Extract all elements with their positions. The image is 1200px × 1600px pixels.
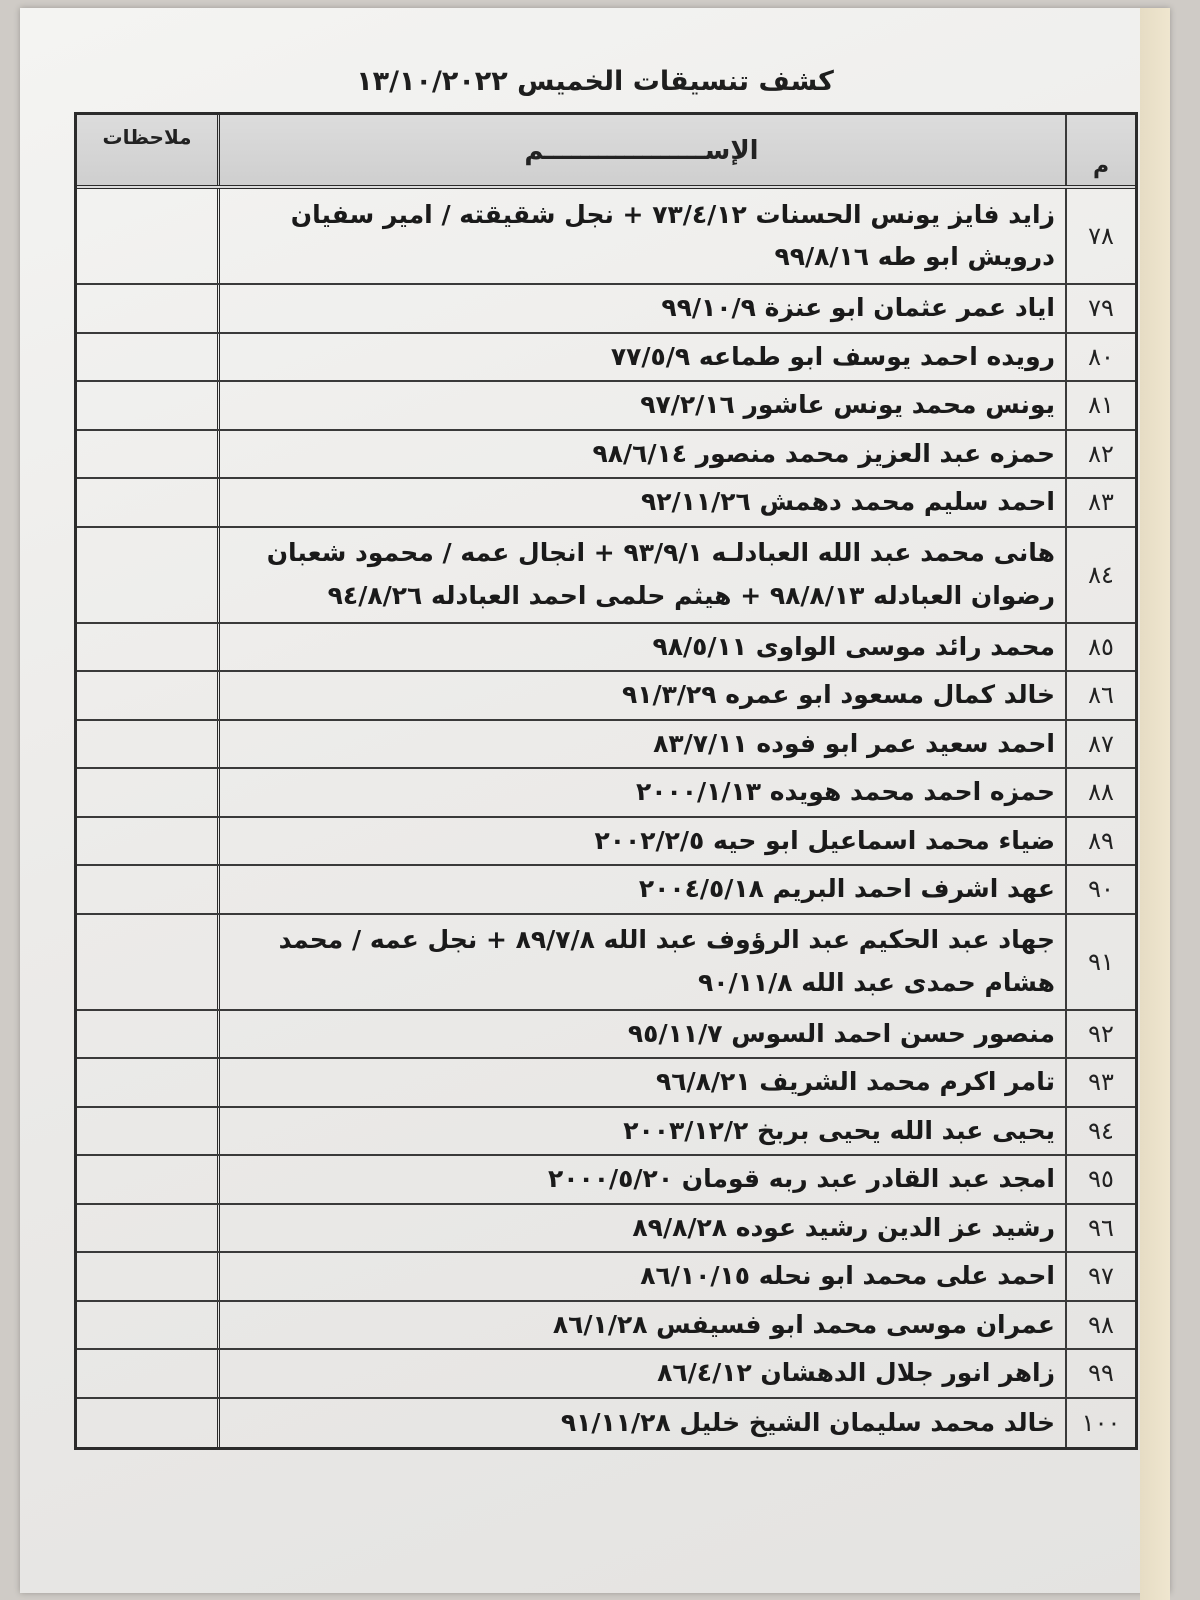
row-name: حمزه عبد العزيز محمد منصور ٩٨/٦/١٤ (217, 431, 1065, 478)
table-row (77, 285, 1135, 334)
table-row (77, 818, 1135, 867)
document-title: كشف تنسيقات الخميس ١٣/١٠/٢٠٢٢ (356, 66, 834, 97)
row-number: ٩٩ (1065, 1350, 1135, 1397)
row-number: ٩٧ (1065, 1253, 1135, 1300)
row-notes (77, 672, 217, 719)
row-name: هانى محمد عبد الله العبادلـه ٩٣/٩/١ + انجال عمه / محمود شعبان رضوان العبادله ٩٨/٨/١٣ + هيثم حلمى احمد العبادله ٩٤/٨/٢٦ (217, 528, 1065, 622)
row-number: ٩٨ (1065, 1302, 1135, 1349)
row-name: عهد اشرف احمد البريم ٢٠٠٤/٥/١٨ (217, 866, 1065, 913)
table-row (77, 1205, 1135, 1254)
row-name: زاهر انور جلال الدهشان ٨٦/٤/١٢ (217, 1350, 1065, 1397)
row-name: زايد فايز يونس الحسنات ٧٣/٤/١٢ + نجل شقيقته / امير سفيان درويش ابو طه ٩٩/٨/١٦ (217, 189, 1065, 283)
row-number: ٩١ (1065, 915, 1135, 1009)
table-row (77, 528, 1135, 624)
table-row (77, 479, 1135, 528)
paper-sheet (20, 8, 1170, 1593)
row-notes (77, 1350, 217, 1397)
row-number: ٨٦ (1065, 672, 1135, 719)
row-notes (77, 528, 217, 622)
row-name: خالد محمد سليمان الشيخ خليل ٩١/١١/٢٨ (217, 1399, 1065, 1448)
table-row (77, 1350, 1135, 1399)
row-number: ٧٨ (1065, 189, 1135, 283)
row-name: منصور حسن احمد السوس ٩٥/١١/٧ (217, 1011, 1065, 1058)
row-name: يونس محمد يونس عاشور ٩٧/٢/١٦ (217, 382, 1065, 429)
table-row (77, 721, 1135, 770)
row-name: احمد سعيد عمر ابو فوده ٨٣/٧/١١ (217, 721, 1065, 768)
row-number: ٩٦ (1065, 1205, 1135, 1252)
row-number: ٩٠ (1065, 866, 1135, 913)
row-name: احمد سليم محمد دهمش ٩٢/١١/٢٦ (217, 479, 1065, 526)
row-number: ٨٥ (1065, 624, 1135, 671)
row-number: ١٠٠ (1065, 1399, 1135, 1448)
header-number: م (1065, 115, 1135, 185)
table-row (77, 624, 1135, 673)
row-notes (77, 769, 217, 816)
row-notes (77, 479, 217, 526)
row-name: جهاد عبد الحكيم عبد الرؤوف عبد الله ٨٩/٧/٨ + نجل عمه / محمد هشام حمدى عبد الله ٩٠/١١/٨ (217, 915, 1065, 1009)
row-name: خالد كمال مسعود ابو عمره ٩١/٣/٢٩ (217, 672, 1065, 719)
row-number: ٨٠ (1065, 334, 1135, 381)
header-name: الإســــــــــــــــــم (217, 115, 1065, 185)
table-row (77, 1011, 1135, 1060)
row-notes (77, 915, 217, 1009)
row-number: ٩٤ (1065, 1108, 1135, 1155)
row-number: ٩٢ (1065, 1011, 1135, 1058)
row-number: ٨٢ (1065, 431, 1135, 478)
names-table (74, 112, 1138, 1450)
table-header-row (77, 115, 1135, 189)
row-notes (77, 1302, 217, 1349)
row-number: ٨٤ (1065, 528, 1135, 622)
row-number: ٧٩ (1065, 285, 1135, 332)
row-name: حمزه احمد محمد هويده ٢٠٠٠/١/١٣ (217, 769, 1065, 816)
row-notes (77, 189, 217, 283)
row-name: يحيى عبد الله يحيى بربخ ٢٠٠٣/١٢/٢ (217, 1108, 1065, 1155)
table-row (77, 769, 1135, 818)
row-number: ٨٧ (1065, 721, 1135, 768)
row-notes (77, 1253, 217, 1300)
row-name: ضياء محمد اسماعيل ابو حيه ٢٠٠٢/٢/٥ (217, 818, 1065, 865)
row-notes (77, 1205, 217, 1252)
table-row (77, 431, 1135, 480)
row-notes (77, 624, 217, 671)
table-row (77, 1253, 1135, 1302)
table-row (77, 1302, 1135, 1351)
table-row (77, 915, 1135, 1011)
row-notes (77, 721, 217, 768)
table-row (77, 1108, 1135, 1157)
header-notes: ملاحظات (102, 125, 192, 149)
row-name: تامر اكرم محمد الشريف ٩٦/٨/٢١ (217, 1059, 1065, 1106)
table-row (77, 1156, 1135, 1205)
row-notes (77, 1399, 217, 1448)
row-notes (77, 285, 217, 332)
table-row (77, 1059, 1135, 1108)
row-number: ٨١ (1065, 382, 1135, 429)
row-notes (77, 1011, 217, 1058)
row-name: رشيد عز الدين رشيد عوده ٨٩/٨/٢٨ (217, 1205, 1065, 1252)
row-number: ٨٨ (1065, 769, 1135, 816)
table-row (77, 1399, 1135, 1448)
row-notes (77, 866, 217, 913)
row-name: احمد على محمد ابو نحله ٨٦/١٠/١٥ (217, 1253, 1065, 1300)
row-number: ٩٣ (1065, 1059, 1135, 1106)
row-notes (77, 1156, 217, 1203)
row-notes (77, 1108, 217, 1155)
row-name: عمران موسى محمد ابو فسيفس ٨٦/١/٢٨ (217, 1302, 1065, 1349)
row-notes (77, 382, 217, 429)
row-name: امجد عبد القادر عبد ربه قومان ٢٠٠٠/٥/٢٠ (217, 1156, 1065, 1203)
background-edge (1140, 8, 1170, 1600)
row-notes (77, 431, 217, 478)
table-row (77, 334, 1135, 383)
table-row (77, 672, 1135, 721)
table-row (77, 189, 1135, 285)
row-number: ٨٩ (1065, 818, 1135, 865)
table-row (77, 866, 1135, 915)
row-number: ٨٣ (1065, 479, 1135, 526)
row-name: اياد عمر عثمان ابو عنزة ٩٩/١٠/٩ (217, 285, 1065, 332)
table-row (77, 382, 1135, 431)
row-number: ٩٥ (1065, 1156, 1135, 1203)
row-name: رويده احمد يوسف ابو طماعه ٧٧/٥/٩ (217, 334, 1065, 381)
row-name: محمد رائد موسى الواوى ٩٨/٥/١١ (217, 624, 1065, 671)
row-notes (77, 818, 217, 865)
row-notes (77, 334, 217, 381)
row-notes (77, 1059, 217, 1106)
